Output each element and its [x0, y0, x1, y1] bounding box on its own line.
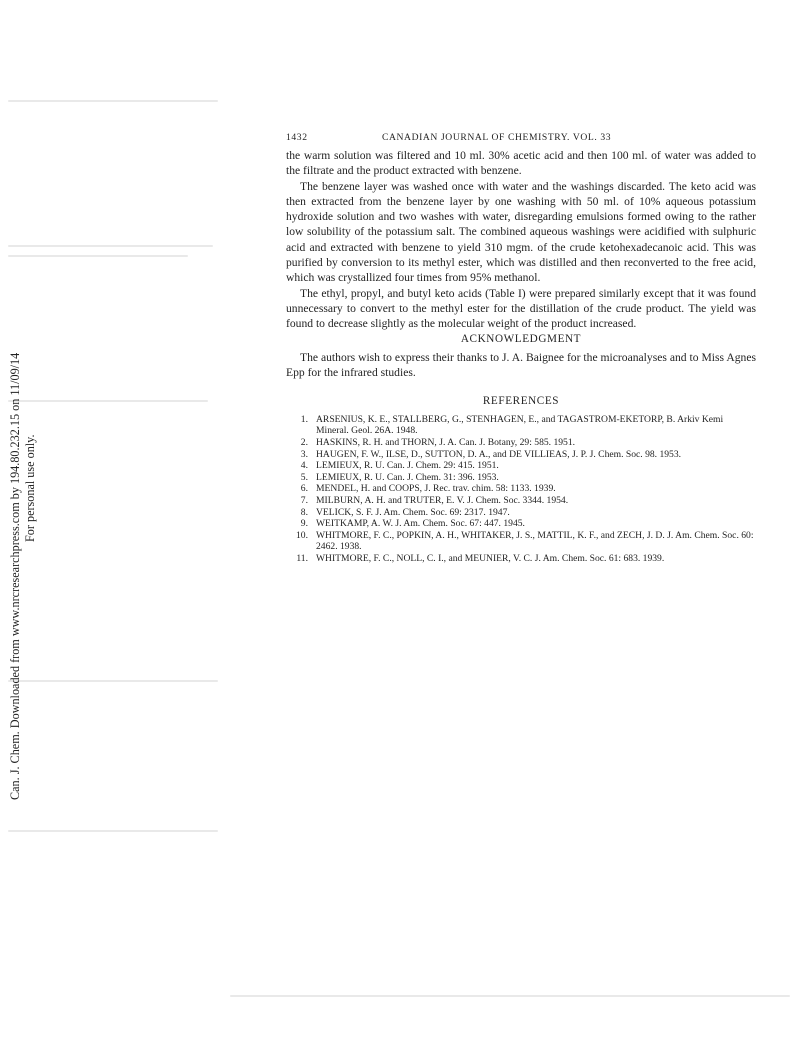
- reference-number: 4.: [300, 460, 308, 472]
- reference-item: [286, 414, 756, 437]
- reference-number: 5.: [300, 471, 308, 483]
- reference-item: [286, 530, 756, 553]
- reference-number: 6.: [300, 483, 308, 495]
- reference-item: [286, 507, 756, 519]
- reference-number: 1.: [300, 413, 308, 425]
- reference-list: [286, 414, 756, 565]
- page-number: 1432: [286, 132, 308, 143]
- reference-item: [286, 472, 756, 484]
- reference-item: [286, 460, 756, 472]
- running-header: [286, 128, 756, 148]
- journal-page: [286, 128, 756, 564]
- body-paragraph-1: the warm solution was filtered and 10 ml. 30% acetic acid and then 100 ml. of water was added to the filtrate and the product extracted with benzene.: [286, 149, 756, 178]
- reference-text: WHITMORE, F. C., NOLL, C. I., and MEUNIER, V. C. J. Am. Chem. Soc. 61: 683. 1939.: [316, 552, 665, 564]
- reference-text: HAUGEN, F. W., ILSE, D., SUTTON, D. A., and DE VILLIEAS, J. P. J. Chem. Soc. 98. 1953.: [316, 448, 682, 460]
- reference-number: 3.: [300, 448, 308, 460]
- personal-use-line: For personal use only.: [23, 434, 37, 542]
- reference-number: 9.: [300, 518, 308, 530]
- body-paragraph-2: The benzene layer was washed once with water and the washings discarded. The keto acid was then extracted from the benzene layer by one washing with 50 ml. of 10% aqueous potassium hydroxide solution and two washes with water, disregarding emulsions formed owing to the rather low solubility of the potassium salt. The combined aqueous washings were acidified with sulphuric acid and extracted with benzene to yield 310 mgm. of the crude ketohexadecanoic acid. This was purified by conversion to its methyl ester, which was distilled and then reconverted to the free acid, which was crystallized four times from 95% methanol.: [286, 179, 756, 285]
- download-notice-line: Can. J. Chem. Downloaded from www.nrcresearchpress.com by 194.80.232.15 on 11/09/14: [8, 352, 22, 800]
- acknowledgment-text: The authors wish to express their thanks to J. A. Baignee for the microanalyses and to Miss Agnes Epp for the infrared studies.: [286, 350, 756, 380]
- reference-item: [286, 553, 756, 565]
- reference-text: WHITMORE, F. C., POPKIN, A. H., WHITAKER, J. S., MATTIL, K. F., and ZECH, J. D. J. Am. Chem. Soc. 60: 2462. 1938.: [316, 529, 754, 553]
- body-paragraph-3: The ethyl, propyl, and butyl keto acids (Table I) were prepared similarly except that it was found unnecessary to convert to the methyl ester for the distillation of the crude product. The yield was found to decrease slightly as the molecular weight of the product increased.: [286, 286, 756, 331]
- reference-text: LEMIEUX, R. U. Can. J. Chem. 31: 396. 1953.: [316, 471, 499, 483]
- reference-text: VELICK, S. F. J. Am. Chem. Soc. 69: 2317. 1947.: [316, 506, 510, 518]
- reference-item: [286, 449, 756, 461]
- reference-number: 11.: [296, 552, 308, 564]
- journal-title: CANADIAN JOURNAL OF CHEMISTRY. VOL. 33: [382, 132, 612, 143]
- reference-number: 8.: [300, 506, 308, 518]
- reference-number: 7.: [300, 494, 308, 506]
- reference-item: [286, 437, 756, 449]
- reference-number: 10.: [296, 529, 308, 541]
- reference-item: [286, 483, 756, 495]
- reference-text: MENDEL, H. and COOPS, J. Rec. trav. chim. 58: 1133. 1939.: [316, 483, 556, 495]
- download-notice: [8, 0, 44, 1051]
- references-heading: REFERENCES: [482, 395, 560, 408]
- reference-text: MILBURN, A. H. and TRUTER, E. V. J. Chem. Soc. 3344. 1954.: [316, 494, 569, 506]
- reference-text: LEMIEUX, R. U. Can. J. Chem. 29: 415. 1951.: [316, 460, 499, 472]
- reference-text: HASKINS, R. H. and THORN, J. A. Can. J. Botany, 29: 585. 1951.: [316, 436, 576, 448]
- scan-artifact: [230, 995, 790, 997]
- acknowledgment-heading: ACKNOWLEDGMENT: [460, 332, 582, 345]
- reference-text: ARSENIUS, K. E., STALLBERG, G., STENHAGEN, E., and TAGASTROM-EKETORP, B. Arkiv Kemi Mineral. Geol. 26A. 1948.: [316, 413, 724, 437]
- reference-number: 2.: [300, 436, 308, 448]
- reference-text: WEITKAMP, A. W. J. Am. Chem. Soc. 67: 447. 1945.: [316, 518, 525, 530]
- reference-item: [286, 495, 756, 507]
- reference-item: [286, 518, 756, 530]
